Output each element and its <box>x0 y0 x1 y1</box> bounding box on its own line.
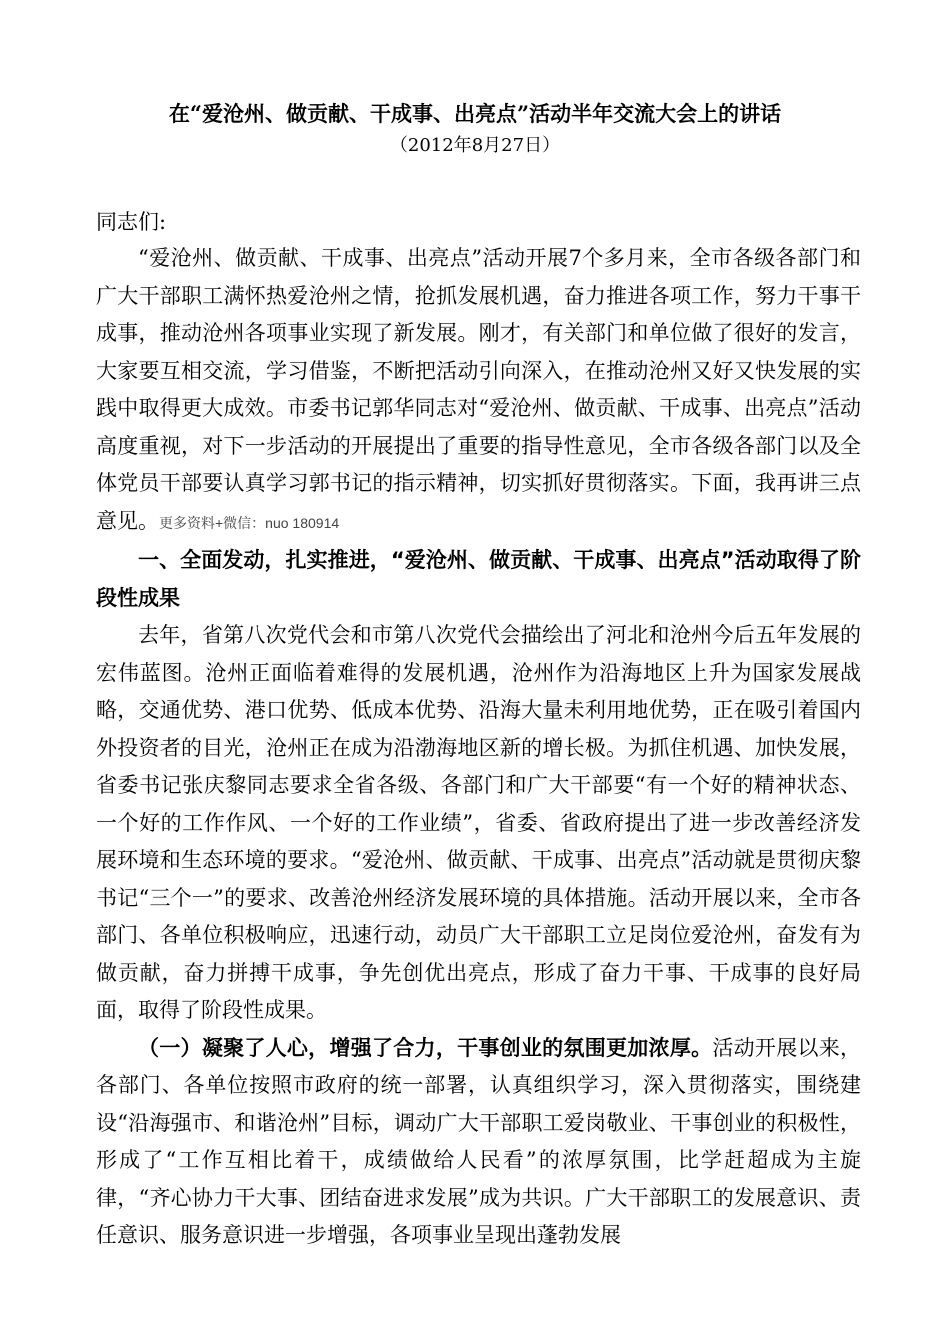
document-body <box>96 240 861 1255</box>
paragraph-section-1: 去年，省第八次党代会和市第八次党代会描绘出了河北和沧州今后五年发展的宏伟蓝图。沧州正面临着难得的发展机遇，沧州作为沿海地区上升为国家发展战略，交通优势、港口优势、低成本优势、沿海大量未利用地优势，正在吸引着国内外投资者的目光，沧州正在成为沿渤海地区新的增长极。为抓住机遇、加快发展，省委书记张庆黎同志要求全省各级、各部门和广大干部要“有一个好的精神状态、一个好的工作作风、一个好的工作业绩”，省委、省政府提出了进一步改善经济发展环境和生态环境的要求。“爱沧州、做贡献、干成事、出亮点”活动就是贯彻庆黎书记“三个一”的要求、改善沧州经济发展环境的具体措施。活动开展以来，全市各部门、各单位积极响应，迅速行动，动员广大干部职工立足岗位爱沧州，奋发有为做贡献，奋力拼搏干成事，争先创优出亮点，形成了奋力干事、干成事的良好局面，取得了阶段性成果。 <box>96 623 861 1022</box>
subsection-lead-1: （一）凝聚了人心，增强了合力，干事创业的氛围更加浓厚。 <box>138 1035 713 1060</box>
document-title: 在“爱沧州、做贡献、干成事、出亮点”活动半年交流大会上的讲话 <box>168 101 782 126</box>
section-heading-1: 一、全面发动，扎实推进，“爱沧州、做贡献、干成事、出亮点”活动取得了阶段性成果 <box>96 548 861 610</box>
document-date: （2012年8月27日） <box>389 135 561 156</box>
paragraph-subsection-1-text: 活动开展以来，各部门、各单位按照市政府的统一部署，认真组织学习，深入贯彻落实，围绕建设“沿海强市、和谐沧州”目标，调动广大干部职工爱岗敬业、干事创业的积极性，形成了“工作互相比着干，成绩做给人民看”的浓厚氛围，比学赶超成为主旋律，“齐心协力干大事、团结奋进求发展”成为共识。广大干部职工的发展意识、责任意识、服务意识进一步增强，各项事业呈现出蓬勃发展 <box>96 1035 862 1247</box>
paragraph-intro <box>96 240 861 542</box>
contact-note: 更多资料+微信：nuo 180914 <box>159 514 340 531</box>
salutation: 同志们: <box>96 210 167 234</box>
paragraph-subsection-1 <box>96 1030 861 1255</box>
paragraph-intro-text: “爱沧州、做贡献、干成事、出亮点”活动开展7个多月来，全市各级各部门和广大干部职工满怀热爱沧州之情，抢抓发展机遇，奋力推进各项工作，努力干事干成事，推动沧州各项事业实现了新发展。刚才，有关部门和单位做了很好的发言，大家要互相交流，学习借鉴，不断把活动引向深入，在推动沧州又好又快发展的实践中取得更大成效。市委书记郭华同志对“爱沧州、做贡献、干成事、出亮点”活动高度重视，对下一步活动的开展提出了重要的指导性意见，全市各级各部门以及全体党员干部要认真学习郭书记的指示精神，切实抓好贯彻落实。下面，我再讲三点意见。 <box>96 246 861 533</box>
